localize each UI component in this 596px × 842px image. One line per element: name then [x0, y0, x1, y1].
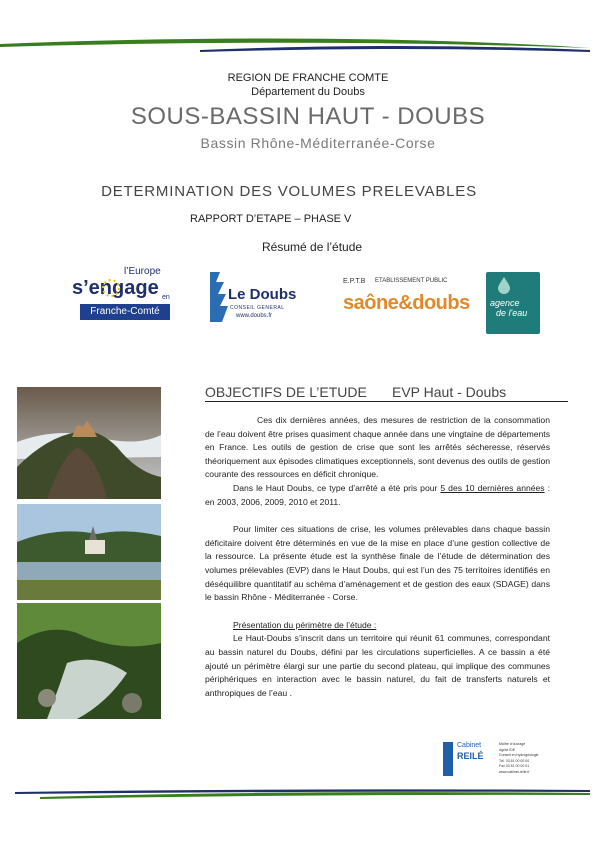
bottom-swoosh: [0, 780, 596, 804]
paragraph-haut-doubs-text: Dans le Haut Doubs, ce type d’arrêté a été pris pour: [233, 482, 438, 493]
eptb-logo: [343, 278, 473, 328]
cabinet-reile-name: REILÉ: [457, 751, 484, 761]
doubs-logo-name: Le Doubs: [228, 286, 297, 303]
top-swoosh: [0, 30, 596, 60]
photo-castle-fog: [17, 387, 161, 499]
doubs-logo-sub: CONSEIL GENERAL: [230, 305, 285, 311]
europe-stars-icon: [96, 278, 126, 298]
cabinet-reile-line: Maître d’ouvrage: [499, 742, 526, 746]
europe-logo-line1: l’Europe: [124, 266, 161, 277]
paragraph-haut-doubs-years: : en 2003, 2006, 2009, 2010 et 2011.: [205, 482, 551, 507]
doubs-logo-url: www.doubs.fr: [236, 313, 273, 319]
summary-label: Résumé de l’étude: [262, 240, 363, 254]
perimeter-subheading: Présentation du périmètre de l’étude :: [233, 619, 377, 630]
photo-village-lake: [17, 504, 161, 600]
section-heading-rule: [205, 401, 568, 402]
europe-logo-line2: s’engage: [72, 277, 159, 299]
departement-label: Département du Doubs: [251, 86, 365, 98]
photo-river-forest: [17, 603, 161, 719]
region-label: REGION DE FRANCHE COMTE: [227, 72, 389, 84]
eptb-name: saône&doubs: [343, 292, 470, 314]
cabinet-reile-line: www.cabinet-reile.fr: [499, 769, 530, 774]
paragraph-objectives: Pour limiter ces situations de crise, les volumes prélevables dans chaque bassin déficitaire doivent être déterminés en vue de la mise en place d’une gestion collective de la ressource. La présente étude est la synthèse finale de l’étude de détermination des volumes prélevables (EVP) dans le Haut Doubs, qui est l’un des 75 territoires identifiés en déséquilibre quantitatif au schéma d’aménagement et de gestion des eaux (SDAGE) dans le bassin Rhône - Méditerranée - Corse.: [205, 524, 550, 603]
section-heading-left: OBJECTIFS DE L’ETUDE: [205, 384, 367, 400]
paragraph-haut-doubs: [205, 482, 550, 509]
cabinet-reile-logo: [443, 742, 553, 784]
europe-logo: [72, 266, 172, 324]
section-heading-right: EVP Haut - Doubs: [392, 384, 507, 400]
europe-logo-line4: Franche-Comté: [80, 304, 170, 320]
paragraph-context: Ces dix dernières années, des mesures de restriction de la consommation de l’eau doivent être prises quasiment chaque année dans une vingtaine de départements en France. Les outils de gestion de crise que sont les arrêtés sécheresse, réservés théoriquement aux épisodes climatiques exceptionnels, sont devenus des outils de gestion courante des ressources en déficit chronique.: [205, 415, 550, 480]
water-drop-icon: [494, 276, 514, 294]
paragraph-haut-doubs-emphasis: 5 des 10 dernières années: [440, 482, 545, 493]
paragraph-perimeter: Le Haut-Doubs s’inscrit dans un territoire qui réunit 61 communes, correspondant au bassin naturel du Doubs, défini par les circulations superficielles. A ce bassin a été ajouté un périmètre élargi sur une partie du second plateau, qui implique des communes périphériques en interaction avec le bassin naturel, du fait de transferts naturels et anthropiques de l’eau .: [205, 633, 550, 698]
agence-eau-logo: [486, 272, 540, 334]
agence-line1: agence: [490, 298, 520, 308]
page-subtitle: Bassin Rhône-Méditerranée-Corse: [200, 135, 436, 151]
body-text: [205, 414, 550, 700]
report-stage: RAPPORT D’ETAPE – PHASE V: [190, 213, 352, 225]
eptb-label: ETABLISSEMENT PUBLIC: [375, 278, 448, 284]
report-title: DETERMINATION DES VOLUMES PRELEVABLES: [101, 183, 477, 200]
cabinet-reile-line: Agréé IDE: [499, 747, 516, 752]
eptb-code: E.P.T.B: [343, 278, 366, 285]
agence-line2: de l'eau: [496, 308, 528, 318]
doubs-logo: [206, 270, 302, 328]
cabinet-reile-mark-icon: [443, 742, 453, 776]
cabinet-reile-cabinet: Cabinet: [457, 742, 482, 749]
cabinet-reile-line: Fax 03 81 00 00 01: [499, 764, 530, 768]
cabinet-reile-line: Tél. 03 81 00 00 00: [499, 758, 530, 763]
cabinet-reile-line: Conseil en hydrogéologie: [499, 753, 539, 757]
page-title: SOUS-BASSIN HAUT - DOUBS: [130, 103, 486, 130]
europe-logo-line3: en: [162, 294, 170, 301]
